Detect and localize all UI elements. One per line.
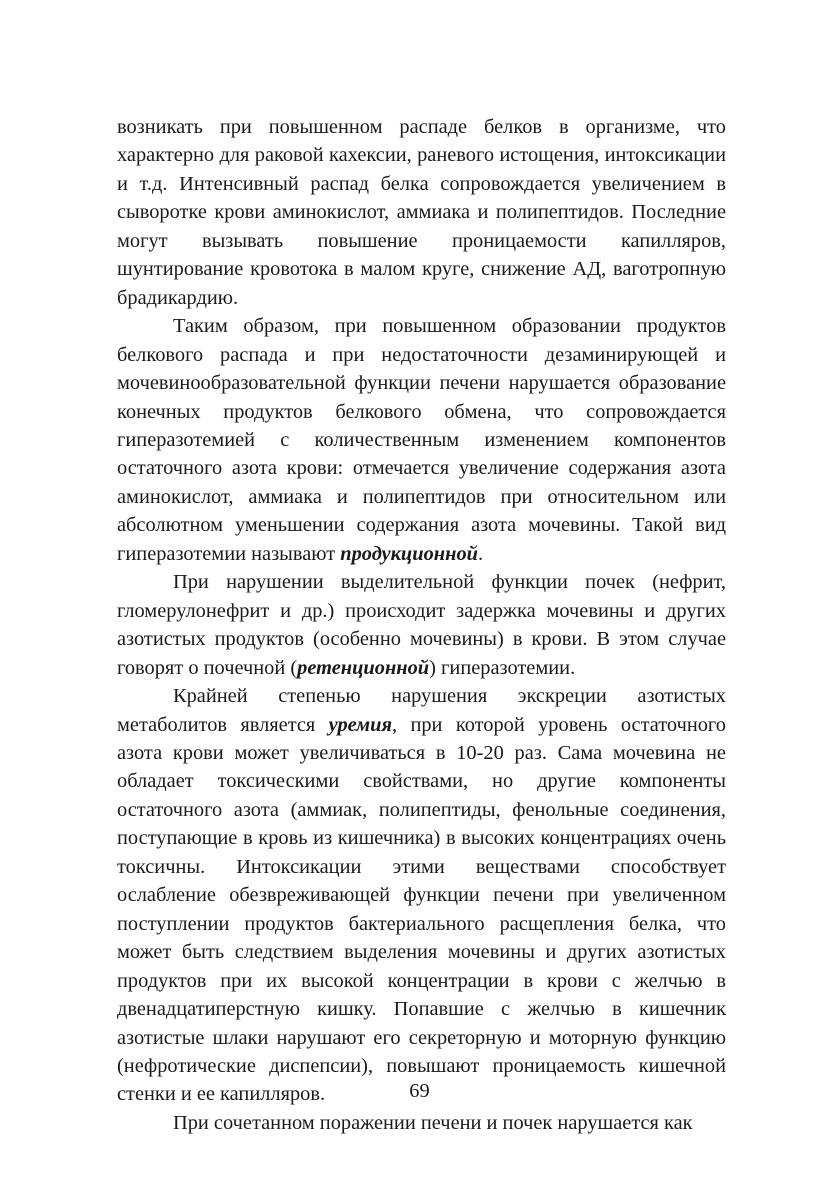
emphasized-term: уремия	[328, 713, 392, 736]
paragraph	[117, 682, 726, 1109]
paragraph-text: .	[477, 542, 484, 565]
emphasized-term: продукционной	[340, 542, 478, 565]
body-text	[117, 113, 726, 1137]
emphasized-term: ретенционной	[297, 656, 430, 679]
paragraph-text: ) гиперазотемии.	[429, 656, 576, 679]
page-number: 69	[409, 1080, 430, 1102]
paragraph-text: , при которой уровень остаточного азота крови может увеличиваться в 10-20 раз. Сама мочевина не обладает токсическими свойствами, но другие компоненты остаточного азота (аммиак, полипептиды, фенольные соединения, поступающие в кровь из кишечника) в высоких концентрациях очень токсичны. Интоксикации этими веществами способствует ослабление обезвреживающей функции печени при увеличенном поступлении продуктов бактериального расщепления белка, что может быть следствием выделения мочевины и других азотистых продуктов при их высокой концентрации в крови с желчью в двенадцатиперстную кишку. Попавшие с желчью в кишечник азотистые шлаки нарушают его секреторную и моторную функцию (нефротические диспепсии), повышают проницаемость кишечной стенки и ее капилляров.	[117, 713, 726, 1106]
paragraph	[117, 568, 726, 682]
paragraph-text: При нарушении выделительной функции почек (нефрит, гломерулонефрит и др.) происходит задержка мочевины и других азотистых продуктов (особенно мочевины) в крови. В этом случае говорят о почечной (	[117, 571, 726, 679]
paragraph-text: Таким образом, при повышенном образовании продуктов белкового распада и при недостаточности дезаминирующей и мочевинообразовательной функции печени нарушается образование конечных продуктов белкового обмена, что сопровождается гиперазотемией с количественным изменением компонентов остаточного азота крови: отмечается увеличение содержания азота аминокислот, аммиака и полипептидов при относительном или абсолютном уменьшении содержания азота мочевины. Такой вид гиперазотемии называют	[117, 315, 726, 565]
paragraph-continues-next-page: При сочетанном поражении печени и почек нарушается как	[173, 1111, 693, 1134]
paragraph-text: Крайней степенью нарушения экскреции азотистых метаболитов является	[117, 685, 726, 736]
paragraph	[117, 312, 726, 568]
paragraph-continuation: возникать при повышенном распаде белков в организме, что характерно для раковой кахексии, раневого истощения, интоксикации и т.д. Интенсивный распад белка сопровождается увеличением в сыворотке крови аминокислот, аммиака и полипептидов. Последние могут вызывать повышение проницаемости капилляров, шунтирование кровотока в малом круге, снижение АД, ваготропную брадикардию.	[117, 116, 726, 309]
